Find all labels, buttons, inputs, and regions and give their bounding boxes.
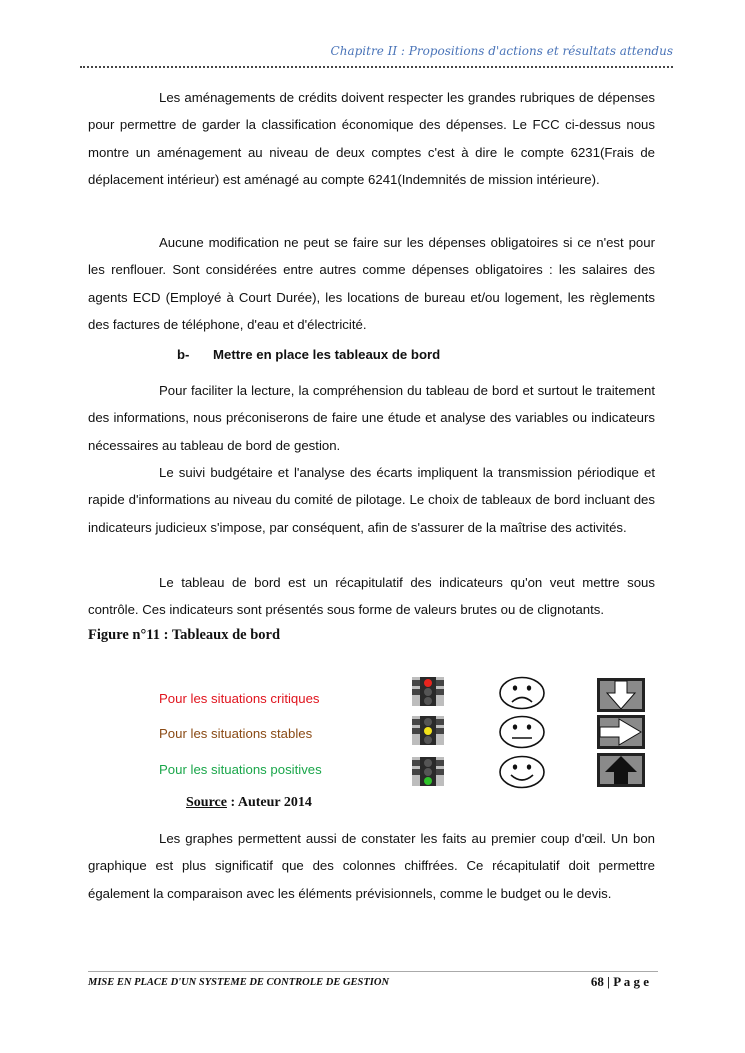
legend-critical: Pour les situations critiques [159, 691, 320, 706]
paragraph-2: Aucune modification ne peut se faire sur les dépenses obligatoires si ce n'est pour les renflouer. Sont considérées entre autres comme dépenses obligatoires : les salaires des agents ECD (Employé à Court Durée), les locations de bureau et/ou logement, les règlements des factures de téléphone, d'eau et d'électricité. [88, 235, 655, 332]
paragraph-4: Le suivi budgétaire et l'analyse des écarts impliquent la transmission périodique et rapide d'informations au niveau du comité de pilotage. Le choix de tableaux de bord incluant des indicateurs judicieux s'impose, par conséquent, afin de s'assurer de la maîtrise des activités. [88, 465, 655, 535]
legend-stable: Pour les situations stables [159, 726, 313, 741]
source-text: : Auteur 2014 [226, 795, 312, 810]
page-label: P a g e [613, 974, 649, 989]
arrow-right-icon [597, 715, 645, 749]
source-label: Source [186, 795, 227, 810]
page-number-value: 68 [590, 974, 604, 989]
neutral-face-icon [498, 715, 546, 749]
running-header: Chapitre II : Propositions d'actions et résultats attendus [330, 44, 673, 58]
footer-divider [88, 971, 658, 972]
section-heading-text: Mettre en place les tableaux de bord [213, 347, 441, 362]
arrow-up-icon [597, 753, 645, 787]
paragraph-6: Les graphes permettent aussi de constater les faits au premier coup d'œil. Un bon graphique est plus significatif que des colonnes chiffrées. Ce récapitulatif doit permettre également la comparaison avec les éléments prévisionnels, comme le budget ou le devis. [88, 831, 655, 901]
paragraph-5: Le tableau de bord est un récapitulatif des indicateurs qu'on veut mettre sous contrôle. Ces indicateurs sont présentés sous forme de valeurs brutes ou de clignotants. [88, 575, 655, 618]
paragraph-3: Pour faciliter la lecture, la compréhension du tableau de bord et surtout le traitement des informations, nous préconiserons de faire une étude et analyse des variables ou indicateurs nécessaires au tableau de bord de gestion. [88, 383, 655, 453]
section-heading [177, 347, 440, 362]
arrow-down-icon [597, 678, 645, 712]
header-divider [80, 66, 673, 68]
footer-title: MISE EN PLACE D'UN SYSTEME DE CONTROLE DE GESTION [88, 977, 390, 988]
happy-face-icon [498, 755, 546, 789]
paragraph-1: Les aménagements de crédits doivent respecter les grandes rubriques de dépenses pour permettre de garder la classification économique des dépenses. Le FCC ci-dessus nous montre un aménagement au niveau de deux comptes c'est à dire le compte 6231(Frais de déplacement intérieur) est aménagé au compte 6241(Indemnités de mission intérieure). [88, 90, 655, 187]
section-heading-number: b- [177, 347, 190, 362]
page-number [591, 974, 649, 990]
page-separator: | [603, 974, 614, 989]
traffic-light-red-icon [412, 677, 444, 706]
legend-positive: Pour les situations positives [159, 762, 322, 777]
figure-source [186, 795, 312, 811]
traffic-light-yellow-icon [412, 716, 444, 745]
traffic-light-green-icon [412, 757, 444, 786]
sad-face-icon [498, 676, 546, 710]
figure-caption: Figure n°11 : Tableaux de bord [88, 627, 281, 643]
